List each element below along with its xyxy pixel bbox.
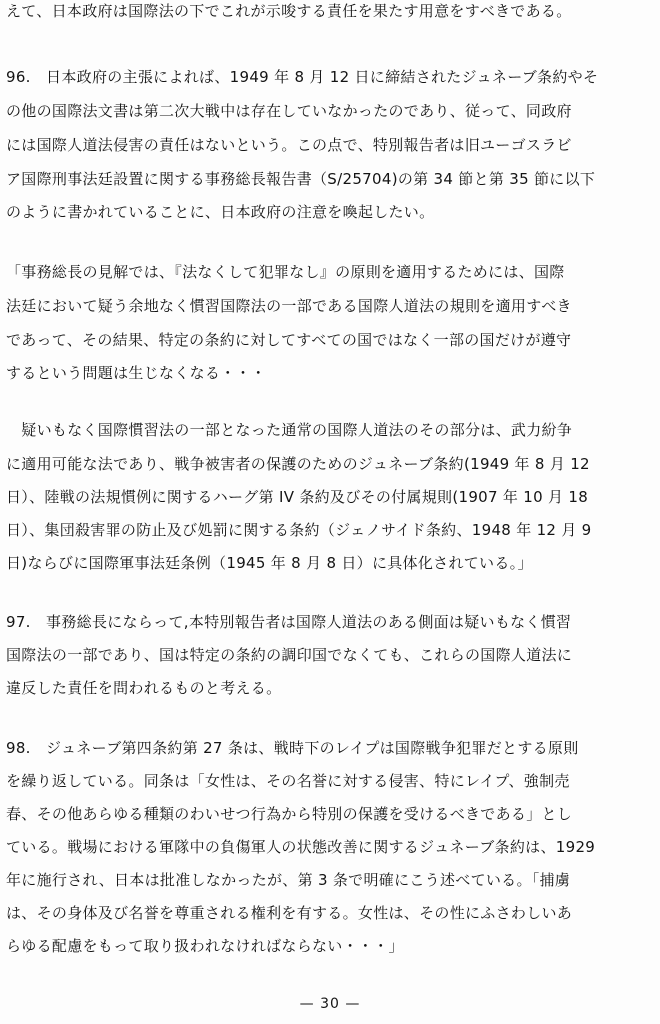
text-line: えて、日本政府は国際法の下でこれが示唆する責任を果たす用意をすべきである。 [6, 2, 572, 20]
text-line: には国際人道法侵害の責任はないという。この点で、特別報告者は旧ユーゴスラビ [6, 136, 572, 154]
text-line: 国際法の一部であり、国は特定の条約の調印国でなくても、これらの国際人道法に [6, 646, 573, 664]
text-line: のように書かれていることに、日本政府の注意を喚起したい。 [6, 203, 435, 221]
text-line: は、その身体及び名誉を尊重される権利を有する。女性は、その性にふさわしいあ [6, 904, 573, 922]
text-line: するという問題は生じなくなる・・・ [6, 364, 267, 382]
text-line: 違反した責任を問われるものと考える。 [6, 679, 282, 697]
text-line: 日)ならびに国際軍事法廷条例（1945 年 8 月 8 日）に具体化されている。」 [6, 554, 533, 572]
text-line: ア国際刑事法廷設置に関する事務総長報告書（S/25704)の第 34 節と第 35 節に以下 [6, 170, 596, 188]
text-line: に適用可能な法であり、戦争被害者の保護のためのジュネーブ条約(1949 年 8 月 12 [6, 455, 590, 473]
text-line: 97. 事務総長にならって,本特別報告者は国際人道法のある側面は疑いもなく慣習 [6, 613, 572, 631]
text-line: であって、その結果、特定の条約に対してすべての国ではなく一部の国だけが遵守 [6, 331, 572, 349]
text-line: 96. 日本政府の主張によれば、1949 年 8 月 12 日に締結されたジュネーブ条約やそ [6, 68, 599, 86]
text-line: 「事務総長の見解では、『法なくして犯罪なし』の原則を適用するためには、国際 [6, 263, 565, 281]
text-line: 日）、集団殺害罪の防止及び処罰に関する条約（ジェノサイド条約、1948 年 12 月 9 [6, 521, 592, 539]
text-line: 日）、陸戦の法規慣例に関するハーグ第 IV 条約及びその付属規則(1907 年 10 月 18 [6, 488, 589, 506]
text-line: 98. ジュネーブ第四条約第 27 条は、戦時下のレイプは国際戦争犯罪だとする原則 [6, 739, 579, 757]
text-line: の他の国際法文書は第二次大戦中は存在していなかったのであり、従って、同政府 [6, 102, 572, 120]
text-line: 年に施行され、日本は批准しなかったが、第 3 条で明確にこう述べている。「捕虜 [6, 871, 571, 889]
text-line: を繰り返している。同条は「女性は、その名誉に対する侵害、特にレイプ、強制売 [6, 772, 570, 790]
text-line: 法廷において疑う余地なく慣習国際法の一部である国際人道法の規則を適用すべき [6, 297, 572, 315]
page-number: — 30 — [299, 996, 361, 1012]
text-line: 春、その他あらゆる種類のわいせつ行為から特別の保護を受けるべきである」とし [6, 805, 573, 823]
text-line: 疑いもなく国際慣習法の一部となった通常の国際人道法のその部分は、武力紛争 [6, 421, 573, 439]
text-line: らゆる配慮をもって取り扱われなければならない・・・」 [6, 937, 404, 955]
text-line: ている。戦場における軍隊中の負傷軍人の状態改善に関するジュネーブ条約は、1929 [6, 838, 596, 856]
